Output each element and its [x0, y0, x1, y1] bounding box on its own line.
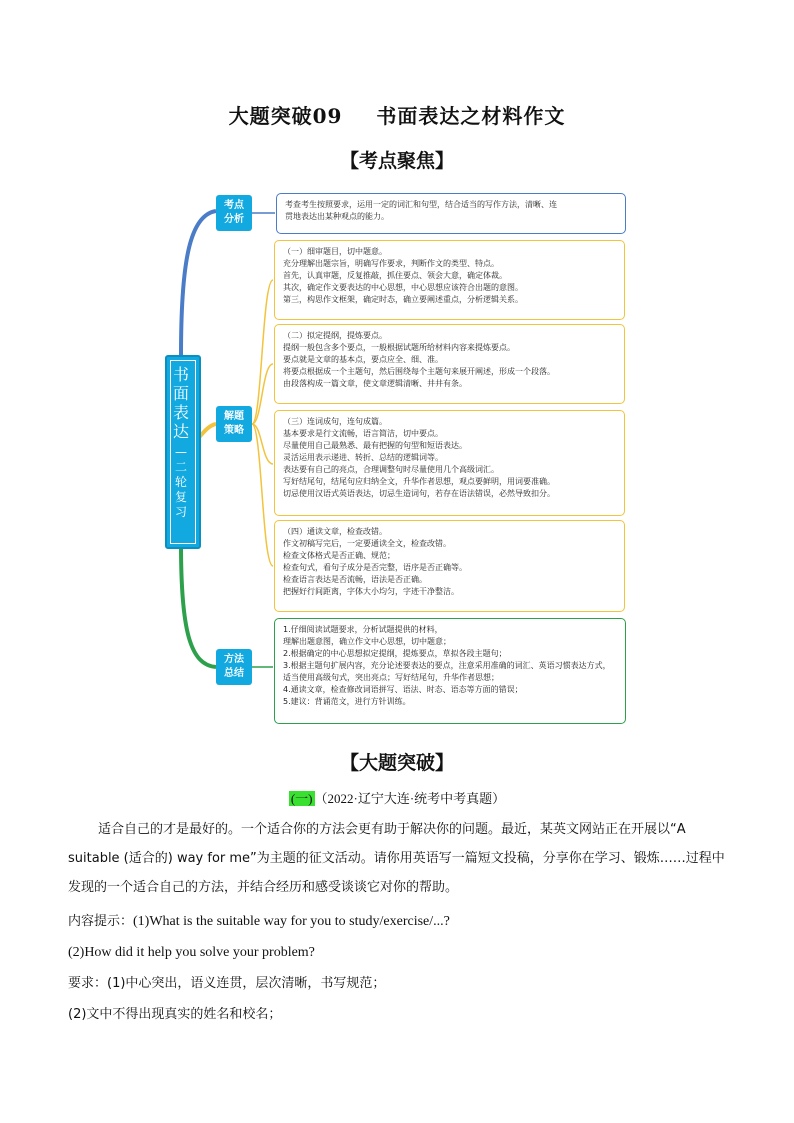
analysis-box: 考查考生按照要求，运用一定的词汇和句型，结合适当的写作方法，清晰、连 贯地表达出某种观点的能力。	[276, 193, 626, 234]
strategy-box-3: （三）连词成句，连句成篇。 基本要求是行文流畅，语言简洁，切中要点。 尽量使用自己最熟悉、最有把握的句型和短语表达。 灵活运用表示递进、转折、总结的逻辑词等。 表达要有自己的亮点，合理调整句时尽量使用几个高级词汇。 写好结尾句，结尾句应归纳全文，升华作者思想，观点要鲜明，用词要准确。 切忌使用汉语式英语表达，切忌生造词句，若存在语法错误，必然导致扣分。	[274, 410, 625, 516]
strategy-box-4: （四）通读文章，检查改错。 作文初稿写完后，一定要通读全文，检查改错。 检查文体格式是否正确、规范； 检查句式，看句子成分是否完整，语序是否正确等。 检查语言表达是否流畅，语法是否正确。 把握好行间距离，字体大小均匀，字迹干净整洁。	[274, 520, 625, 612]
requirement-line-1: 要求：(1)中心突出，语义连贯，层次清晰，书写规范；	[68, 976, 386, 991]
node-analysis: 考点分析	[216, 195, 252, 231]
question-label	[0, 788, 794, 807]
question-number: (一)	[290, 791, 313, 806]
mind-map-root	[165, 355, 201, 549]
strategy-box-1: （一）细审题目，切中题意。 充分理解出题宗旨，明确写作要求，判断作文的类型、特点。 首先，认真审题，反复推敲，抓住要点、领会大意，确定体裁。 其次，确定作文要表达的中心思想，中心思想应该符合出题的意图。 第三，构思作文框架，确定时态，确立要阐述重点，分析逻辑关系。	[274, 240, 625, 320]
requirement-line-2: (2)文中不得出现真实的姓名和校名；	[68, 1007, 282, 1022]
link-strategy-2	[252, 364, 273, 424]
summary-box: 1.仔细阅读试题要求，分析试题提供的材料， 理解出题意图，确立作文中心思想，切中题意； 2.根据确定的中心思想拟定提纲，提炼要点，草拟各段主题句； 3.根据主题句扩展内容，充分论述要表达的要点，注意采用准确的词汇、英语习惯表达方式，适当使用高级句式，突出亮点；写好结尾句，升华作者思想； 4.通读文章，检查修改词语拼写、语法、时态、语态等方面的错误； 5.建议：背诵范文，进行方针训练。	[274, 618, 626, 724]
hint-line-1: 内容提示：(1)What is the suitable way for you to study/exercise/...?	[68, 914, 450, 929]
branch-summary	[181, 545, 216, 667]
section-heading-focus: 【考点聚焦】	[339, 150, 454, 172]
title-topic: 书面表达之材料作文	[376, 104, 566, 128]
section-heading-breakthrough: 【大题突破】	[339, 752, 454, 774]
hint-line-2: (2)How did it help you solve your problem?	[68, 945, 315, 960]
strategy-box-2: （二）拟定提纲，提炼要点。 提纲一般包含多个要点，一般根据试题所给材料内容来提炼要点。 要点就是文章的基本点，要点应全、细、准。 将要点根据成一个主题句，然后围绕每个主题句来展开阐述，形成一个段落。 由段落构成一篇文章，使文章逻辑清晰、井井有条。	[274, 324, 625, 404]
question-intro: 适合自己的才是最好的。一个适合你的方法会更有助于解决你的问题。最近，某英文网站正在开展以“A suitable (适合的) way for me”为主题的征文活动。请你用英语写一篇短文投稿，分享你在学习、锻炼……过程中发现的一个适合自己的方法，并结合经历和感受谈谈它对你的帮助。	[68, 822, 725, 895]
title-number: 大题突破09	[228, 104, 343, 128]
question-source: （2022·辽宁大连·统考中考真题）	[314, 791, 506, 806]
node-strategy: 解题策略	[216, 406, 252, 442]
link-strategy-1	[252, 280, 273, 424]
root-label: 书 面 表 达 — 二 轮 复 习	[172, 365, 189, 519]
branch-analysis	[181, 211, 216, 355]
node-summary: 方法总结	[216, 649, 252, 685]
